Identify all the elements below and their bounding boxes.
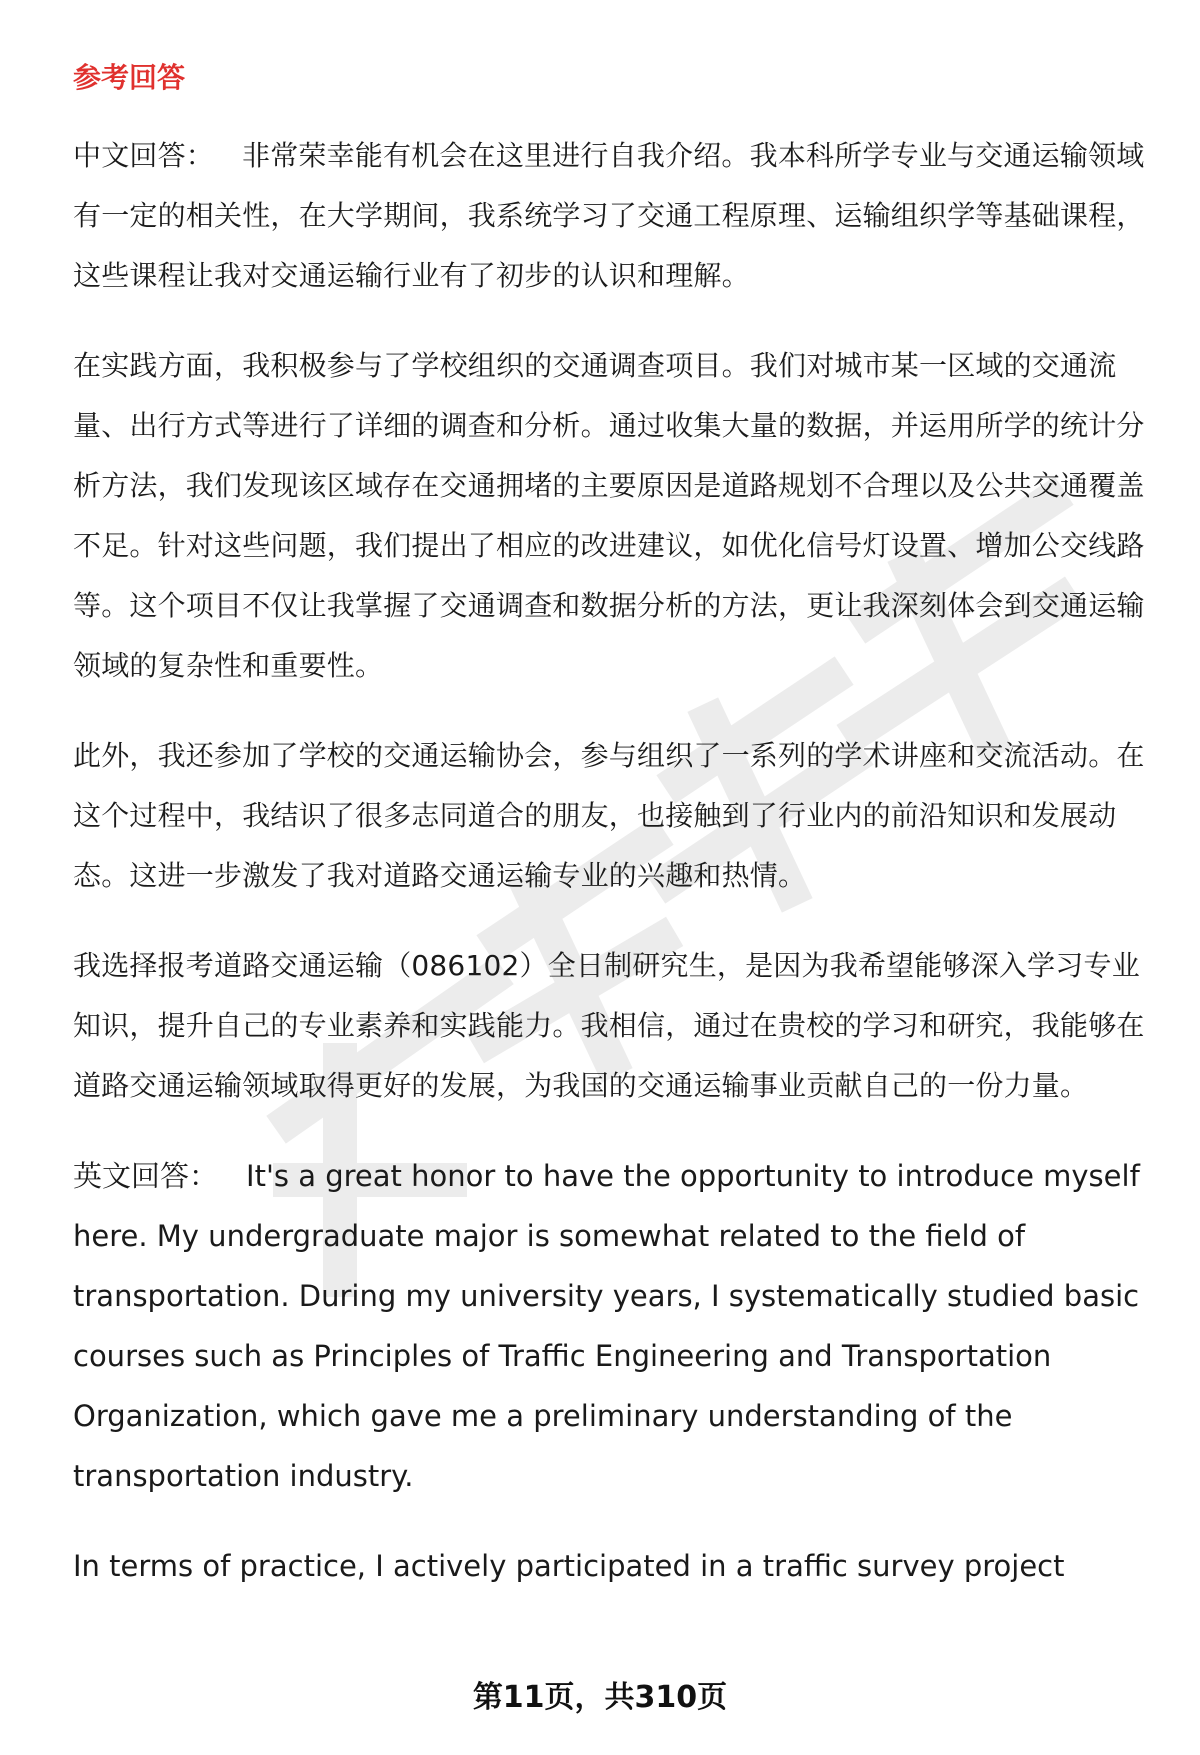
paragraph-text: In terms of practice, I actively participated in a traffic survey project — [73, 1549, 1065, 1583]
paragraph-cn-intro — [73, 126, 1158, 306]
paragraph-text: 我选择报考道路交通运输（086102）全日制研究生，是因为我希望能够深入学习专业知识，提升自己的专业素养和实践能力。我相信，通过在贵校的学习和研究，我能够在道路交通运输领域取得更好的发展，为我国的交通运输事业贡献自己的一份力量。 — [73, 949, 1145, 1102]
paragraph-text: 在实践方面，我积极参与了学校组织的交通调查项目。我们对城市某一区域的交通流量、出行方式等进行了详细的调查和分析。通过收集大量的数据，并运用所学的统计分析方法，我们发现该区域存在交通拥堵的主要原因是道路规划不合理以及公共交通覆盖不足。针对这些问题，我们提出了相应的改进建议，如优化信号灯设置、增加公交线路等。这个项目不仅让我掌握了交通调查和数据分析的方法，更让我深刻体会到交通运输领域的复杂性和重要性。 — [73, 349, 1145, 682]
en-answer-label: 英文回答： — [73, 1159, 219, 1193]
page-number-footer: 第11页，共310页 — [472, 1680, 728, 1715]
cn-answer-label: 中文回答： — [73, 139, 215, 172]
paragraph-cn-motivation — [73, 936, 1158, 1116]
paragraph-en-practice — [73, 1536, 1158, 1596]
paragraph-cn-practice — [73, 336, 1158, 696]
document-body — [73, 52, 1158, 1626]
paragraph-en-intro — [73, 1146, 1158, 1506]
paragraph-text: 非常荣幸能有机会在这里进行自我介绍。我本科所学专业与交通运输领域有一定的相关性，在大学期间，我系统学习了交通工程原理、运输组织学等基础课程，这些课程让我对交通运输行业有了初步的认识和理解。 — [73, 139, 1145, 292]
paragraph-text: 此外，我还参加了学校的交通运输协会，参与组织了一系列的学术讲座和交流活动。在这个过程中，我结识了很多志同道合的朋友，也接触到了行业内的前沿知识和发展动态。这进一步激发了我对道路交通运输专业的兴趣和热情。 — [73, 739, 1145, 892]
paragraph-text: It's a great honor to have the opportunity to introduce myself here. My undergraduate major is somewhat related to the field of transportation. During my university years, I systematically studied basic courses such as Principles of Traffic Engineering and Transportation Organization, which gave me a preliminary understanding of the transportation industry. — [73, 1159, 1140, 1493]
answer-heading: 参考回答 — [73, 61, 186, 94]
paragraph-cn-association — [73, 726, 1158, 906]
